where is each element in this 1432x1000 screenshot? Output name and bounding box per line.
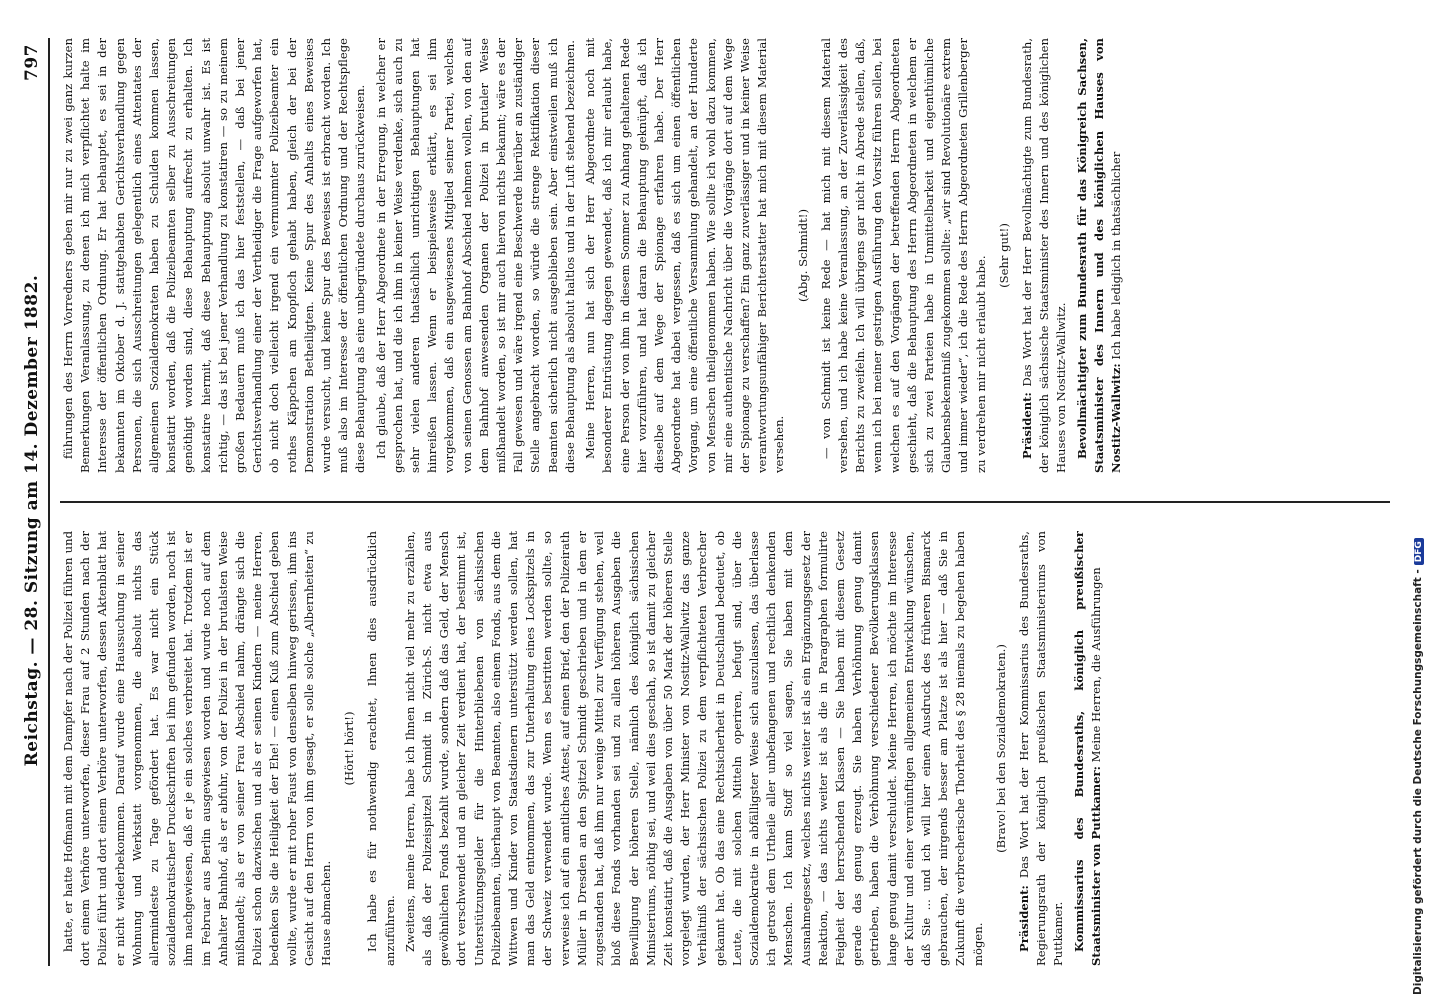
speaker-label: Kommissarius des Bundesraths, königlich preußischer Staatsminister von Puttkamer: bbox=[1071, 531, 1103, 966]
paragraph: führungen des Herrn Vorredners geben mir nur zu zwei ganz kurzen Bemerkungen Veranlassung, zu denen ich mich verpflichtet halte im Interesse der öffentlichen Ordnung. Er hat behauptet, es sei in der bekannten im Oktober d. J. stattgehabten Gerichtsverhandlung gegen Personen, die sich Ausschreitungen gelegentlich eines Attentates der allgemeinen Sozialdemokraten haben zu Schulden kommen lassen, konstatirt worden, daß die Polizeibeamten selber zu Ausschreitungen genöthigt worden sind, diese Behauptung aufrecht zu erhalten. Ich konstatire hiermit, daß diese Behauptung absolut unwahr ist. Es ist richtig, — das ist bei jener Verhandlung zu konstatiren — so zu meinem großen Bedauern muß ich das hier feststellen, — daß bei jener Gerichtsverhandlung einer der Vertheidiger die Frage aufgeworfen hat, ob nicht doch vielleicht irgend ein vermummter Polizeibeamter ein rothes Käppchen am Knopfloch gehabt haben, gleich der bei der Demonstration Betheiligten. Keine Spur des Anhalts eines Beweises wurde versucht, und keine Spur des Beweises ist erbracht worden. Ich muß also im Interesse der öffentlichen Ordnung und der Rechtspflege diese Behauptung als eine unbegründete durchaus zurückweisen. bbox=[61, 38, 368, 473]
speaker-label: Präsident: bbox=[1016, 885, 1031, 952]
paragraph: Ich habe es für nothwendig erachtet, Ihnen dies ausdrücklich anzuführen. bbox=[365, 531, 397, 966]
right-column bbox=[60, 38, 1390, 473]
interjection: (Hört! hört!) bbox=[342, 711, 357, 786]
president-statement: Präsident: Das Wort hat der Herr Bevollmächtigte zum Bundesrath, der königlich sächsische Staatsminister des Innern und des königlichen Hauses von Nostitz-Wallwitz. bbox=[1019, 38, 1069, 473]
paragraph: Zweitens, meine Herren, habe ich Ihnen nicht viel mehr zu erzählen, als daß der Polizeispitzel Schmidt in Zürich-S. nicht etwa aus gewöhnlichen Fonds bezahlt wurde, sondern daß das Geld, der Mensch dort verschwendet und an gleicher Zeit verdient hat, der bestimmt ist, Unterstützungsgelder für die Hinterbliebenen von sächsischen Polizeibeamten, überhaupt von Beamten, also einem Fonds, aus dem die Wittwen und Kinder von Staatsdienern unterstützt werden sollen, hat man das Geld entnommen, das zur Unterhaltung eines Lockspitzels in der Schweiz verwendet wurde. Wenn es bestritten werden sollte, so verweise ich auf ein amtliches Attest, auf einen Brief, den der Polizeirath Müller in Dresden an den Spitzel Schmidt geschrieben und in dem er zugestanden hat, daß ihm nur wenige Mittel zur Verfügung stehen, weil bloß diese Fonds vorhanden sei und zu allen höheren Ausgaben die Bewilligung der höheren Stelle, nämlich des königlich sächsischen Ministeriums, nöthig sei, und weil dies geschah, so ist damit zu gleicher Zeit konstatirt, daß die Ausgaben von über 50 Mark der höheren Stelle vorgelegt wurden, der Herr Minister von Nostitz-Wallwitz das ganze Verhältniß der sächsischen Polizei zu dem verpflichteten Verbrecher gekannt hat. Ob das eine Rechtsicherheit in Deutschland bedeutet, ob Leute, die mit solchen Mitteln operiren, befugt sind, über die Sozialdemokratie in abfälligster Weise sich auszulassen, das überlasse ich getrost dem Urtheile aller unbefangenen und rechtlich denkenden Menschen. Ich kann Stoff so viel sagen, Sie haben mit dem Ausnahmegesetz, welches nichts weiter ist als ein Ergänzungsgesetz der Reaktion, — das nichts weiter ist als die in Paragraphen formulirte Feigheit der herrschenden Klassen — Sie haben mit diesem Gesetz gerade das genug erzeugt. Sie haben Verhöhnung genug damit getrieben, haben die Verhöhnung verschiedener Bevölkerungsklassen lange genug damit verschuldet. Meine Herren, ich möchte im Interesse der Kultur und einer vernünftigen allgemeinen Entwicklung wünschen, daß Sie ... und ich will hier einen Ausdruck des früheren Bismarck gebrauchen, der nirgends besser am Platze ist als hier — daß Sie in Zukunft die verbrecherische Thorheit des § 28 niemals zu begehen haben mögen. bbox=[402, 531, 985, 966]
interjection: (Abg. Schmidt!) bbox=[795, 209, 810, 302]
dfg-logo: DFG bbox=[1414, 538, 1424, 565]
applause-note: (Bravo! bei den Sozialdemokraten.) bbox=[993, 644, 1008, 853]
commissioner-statement: Bevollmächtigter zum Bundesrath für das Königreich Sachsen, Staatsminister des Innern und des königlichen Hauses von Nostitz-Wallwitz: Ich habe lediglich in thatsächlicher bbox=[1074, 38, 1123, 473]
page-header bbox=[22, 38, 50, 966]
paragraph: Ich glaube, daß der Herr Abgeordnete in der Erregung, in welcher er gesprochen hat, und die ich ihm in keiner Weise verdenke, sich auch zu sehr vielen anderen thatsächlich unrichtigen Behauptungen hat hinreißen lassen. Wenn er beispielsweise erklärt, es sei ihm vorgekommen, daß ein ausgewiesenes Mitglied seiner Partei, welches von seinen Genossen am Bahnhof Abschied nehmen wollen, von den auf dem Bahnhof anwesenden Organen der Polizei in brutaler Weise mißhandelt worden, so ist mir auch hiervon nichts bekannt; wäre es der Fall gewesen und wäre irgend eine Beschwerde hierüber an zuständiger Stelle angebracht worden, so würde die strenge Rektifikation dieser Beamten sicherlich nicht ausgeblieben sein. Aber einstweilen muß ich diese Behauptung als absolut haltlos und in der Luft stehend bezeichnen. bbox=[373, 38, 577, 473]
column-divider bbox=[60, 501, 1390, 503]
left-column bbox=[60, 531, 1390, 966]
margin-note bbox=[1412, 5, 1428, 995]
margin-note-text: Digitalisierung gefördert durch die Deutsche Forschungsgemeinschaft - bbox=[1412, 569, 1424, 995]
paragraph: — von Schmidt ist keine Rede — hat mich mit diesem Material versehen, und ich habe keine Veranlassung, an der Zuverlässigkeit des Berichts zu zweifeln. Ich will übrigens gar nicht in Abrede stellen, daß, wenn ich bei meiner gestrigen Ausführung den Vorsitz führen sollen, bei welchen es auf den Vorgängen der betreffenden Herrn Abgeordneten geschieht, daß die Behauptung des Herrn Abgeordneten in welchem er sich zu zwei Parteien habe in Unmittelbarkeit und eigenthümliche Glaubensbekenntniß zugekommen sollte: „wir sind Revolutionäre extrem und immer wieder“, ich die Rede des Herrn Abgeordneten Grillenberger zu verdrehen mir nicht erlaubt habe. bbox=[818, 38, 988, 473]
speaker-label: Präsident: bbox=[1019, 392, 1034, 459]
paragraph: Meine Herren, nun hat sich der Herr Abgeordnete noch mit besonderer Entrüstung dagegen gewendet, daß ich mir erlaubt habe, eine Person der von ihm in diesem Sommer zu Anhang gehaltenen Rede hier vorzuführen, und hat daran die Behauptung geknüpft, daß ich dieselbe auf dem Wege der Spionage erfahren habe. Der Herr Abgeordnete hat dabei vergessen, daß es sich um einen öffentlichen Vorgang, um eine öffentliche Versammlung gehandelt, an der Hunderte von Menschen theilgenommen haben. Wie sollte ich wohl dazu kommen, mir eine authentische Nachricht über die Vorgänge dort auf dem Wege der Spionage zu verschaffen? Ein ganz zuverlässiger und in keiner Weise verantwortungsunfähiger Berichterstatter hat mich mit diesem Material versehen. bbox=[583, 38, 787, 473]
header-title: Reichstag. — 28. Sitzung am 14. Dezember 1882. bbox=[22, 274, 42, 767]
president-statement: Präsident: Das Wort hat der Herr Kommissarius des Bundesraths, Regierungsrath der königlich preußischen Staatsministeriums von Puttkamer. bbox=[1016, 531, 1066, 966]
text-columns bbox=[60, 38, 1390, 966]
speaker-label: Bevollmächtigter zum Bundesrath für das Königreich Sachsen, Staatsminister des Innern und des königlichen Hauses von Nostitz-Wallwitz: bbox=[1074, 38, 1123, 473]
commissioner-statement: Kommissarius des Bundesraths, königlich preußischer Staatsminister von Puttkamer: Meine Herren, die Ausführungen bbox=[1071, 531, 1103, 966]
page-number: 797 bbox=[22, 44, 42, 81]
rotated-document-page bbox=[8, 12, 1408, 992]
applause-note: (Sehr gut!) bbox=[996, 223, 1011, 288]
paragraph: hatte, er hatte Hofmann mit dem Dampfer nach der Polizei führen und dort einem Verhöre unterworfen, dieser Frau auf 2 Stunden nach der Polizei führt und dort einem Verhöre unterworfen, dessen Aktenblatt hat er nicht wiederbekommen. Darauf wurde eine Haussuchung in seiner Wohnung und Werkstatt vorgenommen, die absolut nichts das allermindeste zu Tage gefördert hat. Es war nicht ein Stück sozialdemokratischer Druckschriften bei ihm gefunden worden, noch ist ihm nachgewiesen, daß er je ein solches verbreitet hat. Trotzdem ist er im Februar aus Berlin ausgewiesen worden und wurde noch auf dem Anhalter Bahnhof, als er abfuhr, von der Polizei in der brutalsten Weise mißhandelt; als er von seiner Frau Abschied nahm, drängte sich die Polizei schon dazwischen und als er seinen Kindern — meine Herren, bedenken Sie die Heiligkeit der Ehe! — einen Kuß zum Abschied geben wollte, wurde er mit roher Faust von denselben hinweg gerissen, ihm ins Gesicht auf den Herrn von ihm gesagt, er solle solche „Albernheiten“ zu Hause abmachen. bbox=[61, 531, 334, 966]
